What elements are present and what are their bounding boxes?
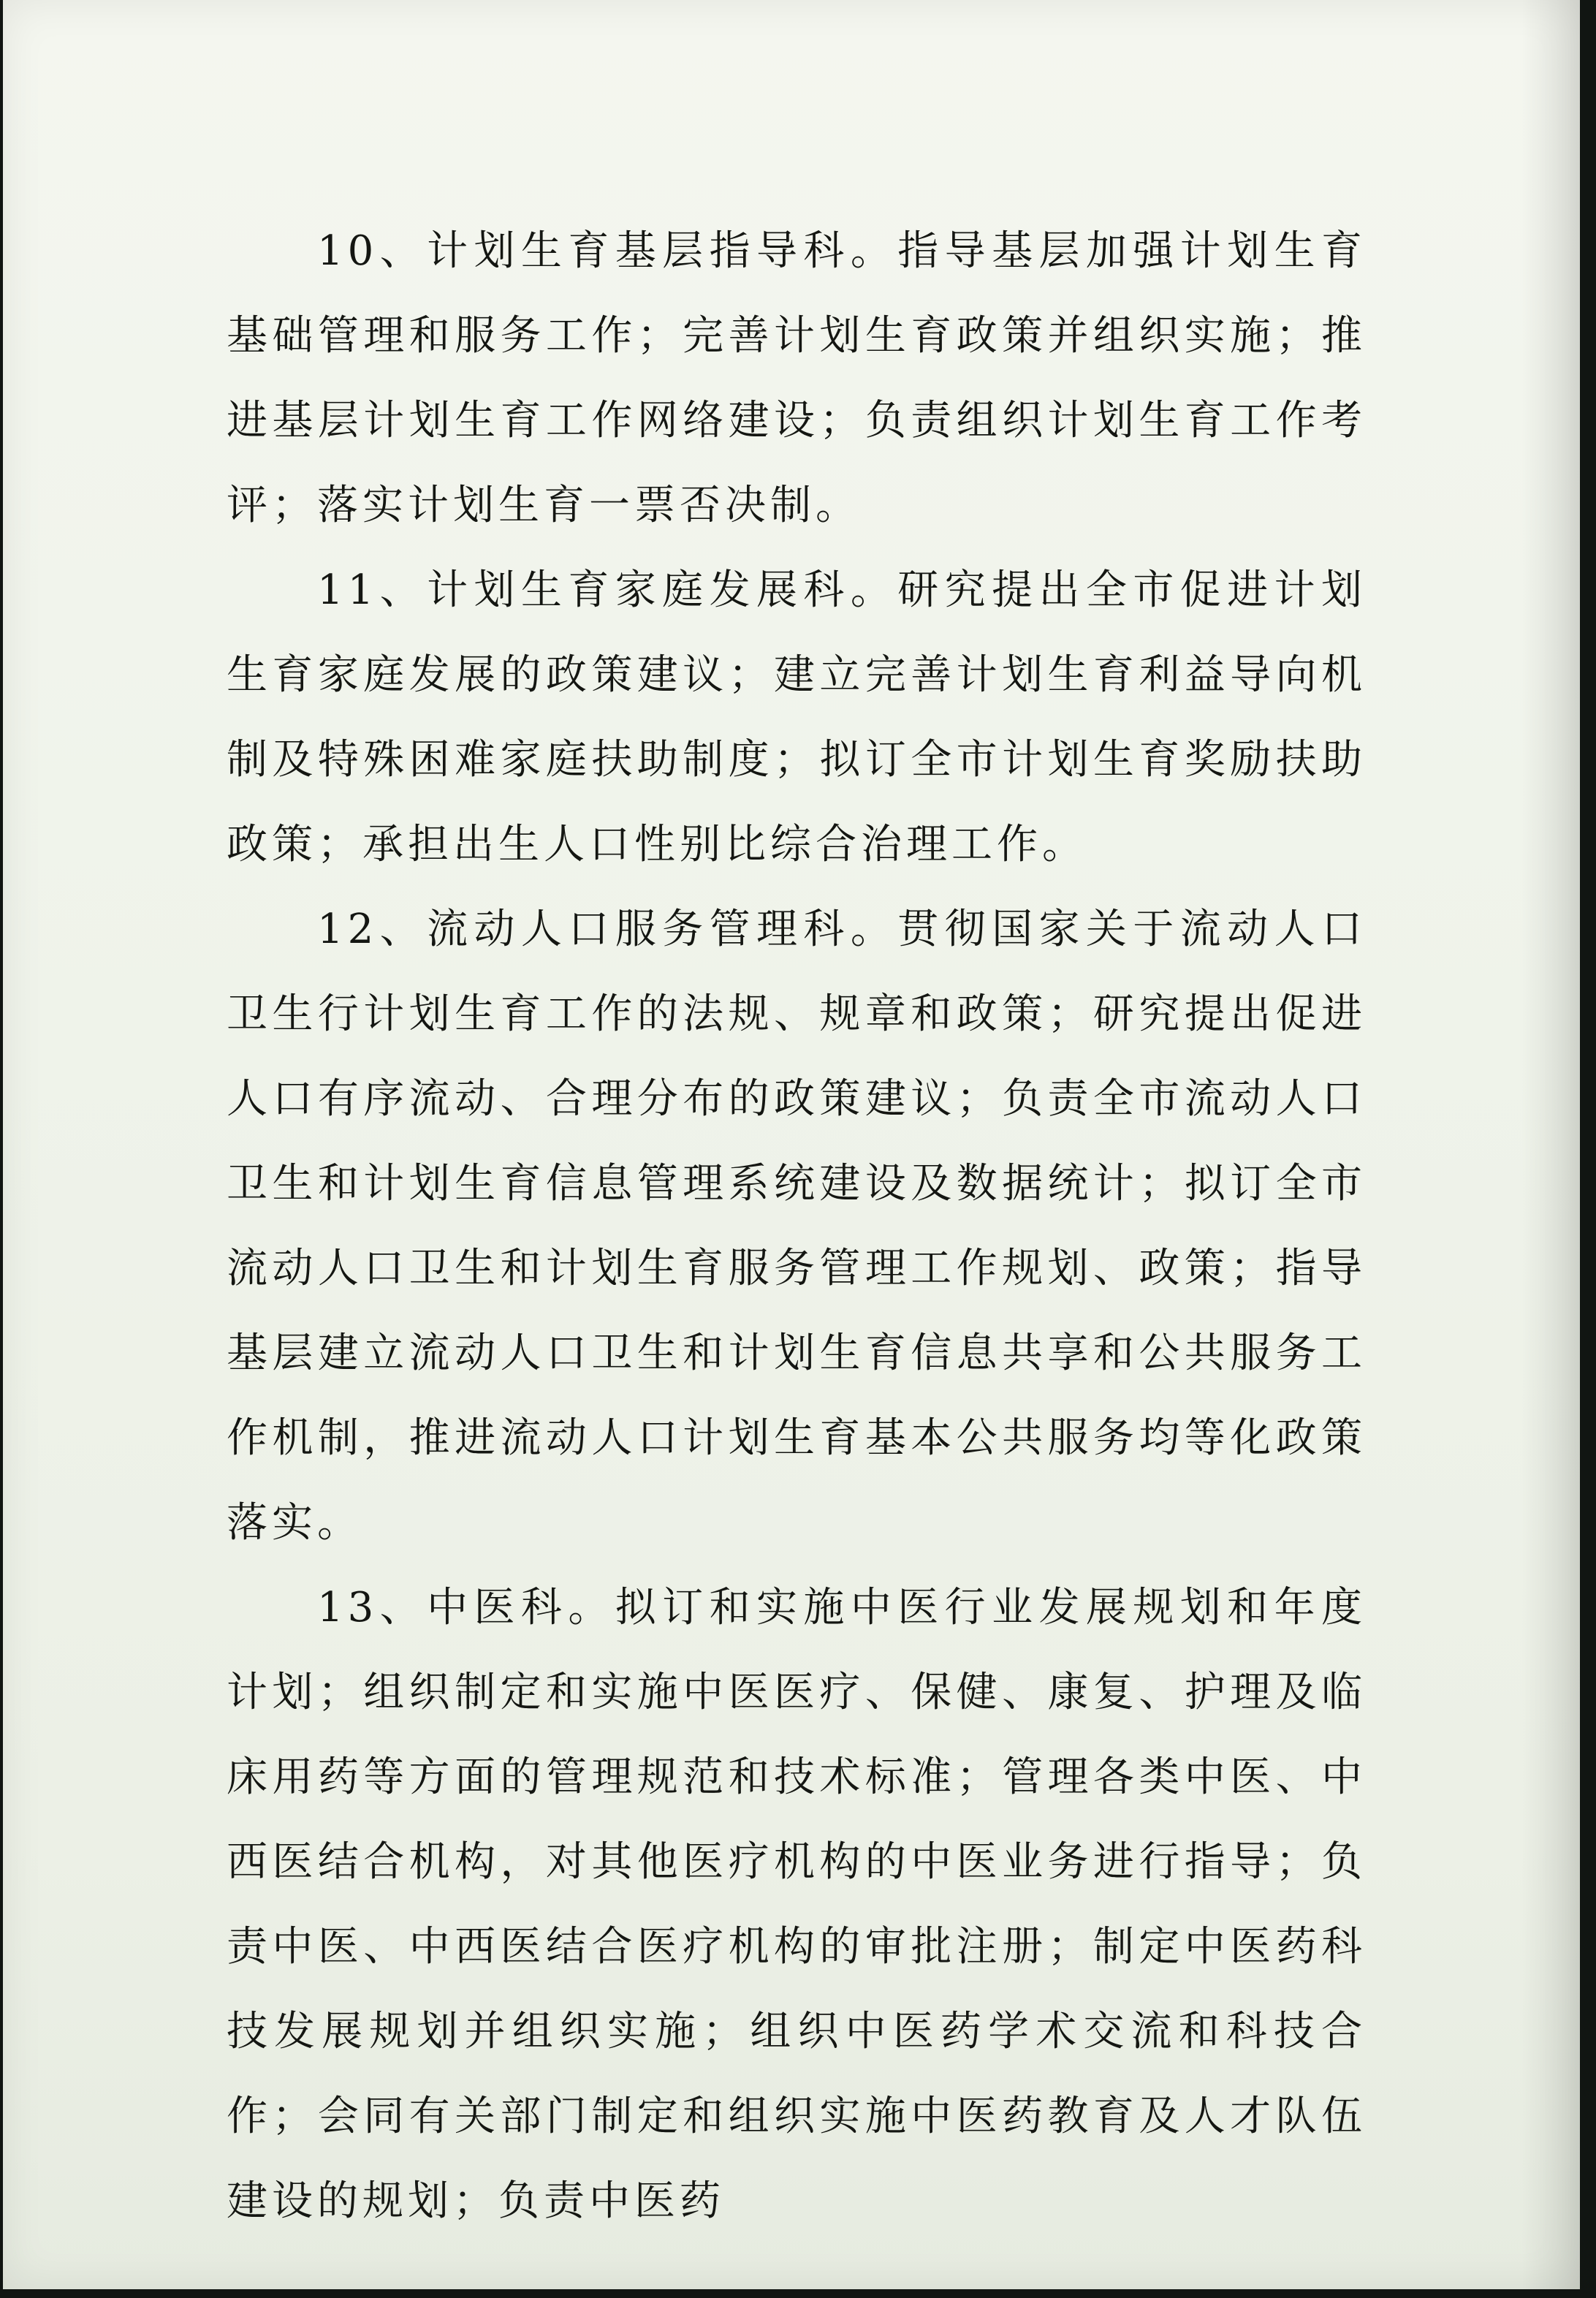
paragraph-11-family-planning-family-development: 11、计划生育家庭发展科。研究提出全市促进计划生育家庭发展的政策建议；建立完善计划生育利益导向机制及特殊困难家庭扶助制度；拟订全市计划生育奖励扶助政策；承担出生人口性别比综合治理工作。: [227, 566, 1367, 868]
paragraph-12-floating-population-services: 12、流动人口服务管理科。贯彻国家关于流动人口卫生行计划生育工作的法规、规章和政策；研究提出促进人口有序流动、合理分布的政策建议；负责全市流动人口卫生和计划生育信息管理系统建设及数据统计；拟订全市流动人口卫生和计划生育服务管理工作规划、政策；指导基层建立流动人口卫生和计划生育信息共享和公共服务工作机制，推进流动人口计划生育基本公共服务均等化政策落实。: [227, 906, 1367, 1547]
paragraph-13-traditional-chinese-medicine: 13、中医科。拟订和实施中医行业发展规划和年度计划；组织制定和实施中医医疗、保健、康复、护理及临床用药等方面的管理规范和技术标准；管理各类中医、中西医结合机构，对其他医疗机构的中医业务进行指导；负责中医、中西医结合医疗机构的审批注册；制定中医药科技发展规划并组织实施；组织中医药学术交流和科技合作；会同有关部门制定和组织实施中医药教育及人才队伍建设的规划；负责中医药: [227, 1584, 1367, 2225]
paragraph-10-family-planning-grassroots-guidance: 10、计划生育基层指导科。指导基层加强计划生育基础管理和服务工作；完善计划生育政策并组织实施；推进基层计划生育工作网络建设；负责组织计划生育工作考评；落实计划生育一票否决制。: [227, 227, 1367, 529]
document-page: [3, 0, 1580, 2289]
document-body: [227, 209, 1367, 2244]
